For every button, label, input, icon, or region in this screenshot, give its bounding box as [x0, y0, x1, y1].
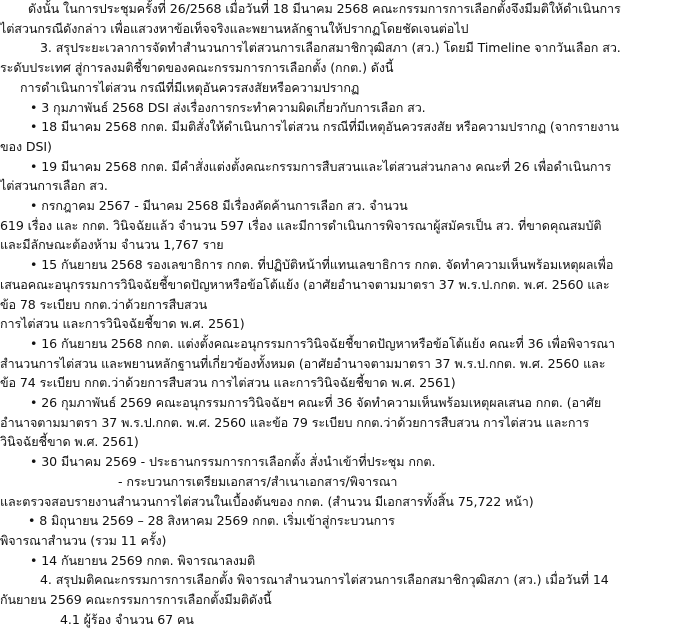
- text-line: 4. สรุปมติคณะกรรมการการเลือกตั้ง พิจารณาสำนวนการไต่สวนการเลือกสมาชิกวุฒิสภา (สว.) เมื่อวันที่ 14: [40, 572, 609, 588]
- text-line: • กรกฎาคม 2567 - มีนาคม 2568 มีเรื่องคัดค้านการเลือก สว. จำนวน: [30, 198, 408, 213]
- text-line: และตรวจสอบรายงานสำนวนการไต่สวนในเบื้องต้นของ กกต. (สำนวน มีเอกสารทั้งสิ้น 75,722 หน้า): [0, 493, 534, 509]
- text-line: • 16 กันยายน 2568 กกต. แต่งตั้งคณะอนุกรรมการวินิจฉัยชี้ขาดปัญหาหรือข้อโต้แย้ง คณะที่ 36 เพื่อพิจารณา: [30, 335, 615, 351]
- text-line: • 3 กุมภาพันธ์ 2568 DSI ส่งเรื่องการกระทำความผิดเกี่ยวกับการเลือก สว.: [30, 99, 426, 115]
- text-line: • 26 กุมภาพันธ์ 2569 คณะอนุกรรมการวินิจฉัยฯ คณะที่ 36 จัดทำความเห็นพร้อมเหตุผลเสนอ กกต. (อาศัย: [30, 395, 602, 410]
- text-line: • 14 กันยายน 2569 กกต. พิจารณาลงมติ: [30, 552, 256, 568]
- text-line: การไต่สวน และการวินิจฉัยชี้ขาด พ.ศ. 2561): [0, 316, 245, 332]
- text-line: ของ DSI): [0, 138, 52, 154]
- text-line: ระดับประเทศ สู่การลงมติชี้ขาดของคณะกรรมการการเลือกตั้ง (กกต.) ดังนี้: [0, 60, 394, 76]
- text-line: • 15 กันยายน 2568 รองเลขาธิการ กกต. ที่ปฏิบัติหน้าที่แทนเลขาธิการ กกต. จัดทำความเห็นพร้อมเหตุผลเพื่อ: [30, 257, 614, 273]
- text-line: ดังนั้น ในการประชุมครั้งที่ 26/2568 เมื่อวันที่ 18 มีนาคม 2568 คณะกรรมการการเลือกตั้งจึงมีมติให้ดำเนินการ: [28, 1, 621, 16]
- text-line: • 30 มีนาคม 2569 - ประธานกรรมการการเลือกตั้ง สั่งนำเข้าที่ประชุม กกต.: [30, 454, 436, 470]
- text-line: กันยายน 2569 คณะกรรมการการเลือกตั้งมีมติดังนี้: [0, 592, 272, 607]
- text-line: • 18 มีนาคม 2568 กกต. มีมติสั่งให้ดำเนินการไต่สวน กรณีที่มีเหตุอันควรสงสัย หรือความปรากฏ (จากรายงาน: [30, 119, 619, 135]
- text-line: - กระบวนการเตรียมเอกสาร/สำเนาเอกสาร/พิจารณา: [118, 473, 398, 489]
- text-line: เสนอคณะอนุกรรมการวินิจฉัยชี้ขาดปัญหาหรือข้อโต้แย้ง (อาศัยอำนาจตามมาตรา 37 พ.ร.ป.กกต. พ.ศ. 2560 และ: [0, 276, 610, 292]
- text-line: • 19 มีนาคม 2568 กกต. มีคำสั่งแต่งตั้งคณะกรรมการสืบสวนและไต่สวนส่วนกลาง คณะที่ 26 เพื่อดำเนินการ: [30, 158, 612, 174]
- text-line: 3. สรุประยะเวลาการจัดทำสำนวนการไต่สวนการเลือกสมาชิกวุฒิสภา (สว.) โดยมี Timeline จากวันเลือก สว.: [40, 40, 621, 56]
- text-line: ไต่สวนการเลือก สว.: [0, 178, 108, 194]
- text-line: วินิจฉัยชี้ขาด พ.ศ. 2561): [0, 434, 139, 450]
- text-line: 4.1 ผู้ร้อง จำนวน 67 คน: [60, 611, 194, 627]
- text-line: ไต่สวนกรณีดังกล่าว เพื่อแสวงหาข้อเท็จจริงและพยานหลักฐานให้ปรากฏโดยชัดเจนต่อไป: [0, 20, 469, 36]
- text-line: อำนาจตามมาตรา 37 พ.ร.ป.กกต. พ.ศ. 2560 และข้อ 79 ระเบียบ กกต.ว่าด้วยการสืบสวน การไต่สวน และการ: [0, 414, 590, 430]
- text-line: • 8 มิถุนายน 2569 – 28 สิงหาคม 2569 กกต. เริ่มเข้าสู่กระบวนการ: [28, 513, 395, 529]
- text-line: และมีลักษณะต้องห้าม จำนวน 1,767 ราย: [0, 237, 224, 253]
- text-line: 619 เรื่อง และ กกต. วินิจฉัยแล้ว จำนวน 597 เรื่อง และมีการดำเนินการพิจารณาผู้สมัครเป็น สว. ที่ขาดคุณสมบัติ: [0, 217, 602, 233]
- text-line: การดำเนินการไต่สวน กรณีที่มีเหตุอันควรสงสัยหรือความปรากฏ: [20, 79, 360, 95]
- text-line: พิจารณาสำนวน (รวม 11 ครั้ง): [0, 532, 167, 548]
- text-line: สำนวนการไต่สวน และพยานหลักฐานที่เกี่ยวข้องทั้งหมด (อาศัยอำนาจตามมาตรา 37 พ.ร.ป.กกต. พ.ศ. 2560 และ: [0, 355, 606, 371]
- text-line: ข้อ 74 ระเบียบ กกต.ว่าด้วยการสืบสวน การไต่สวน และการวินิจฉัยชี้ขาด พ.ศ. 2561): [0, 375, 456, 391]
- text-line: ข้อ 78 ระเบียบ กกต.ว่าด้วยการสืบสวน: [0, 296, 208, 312]
